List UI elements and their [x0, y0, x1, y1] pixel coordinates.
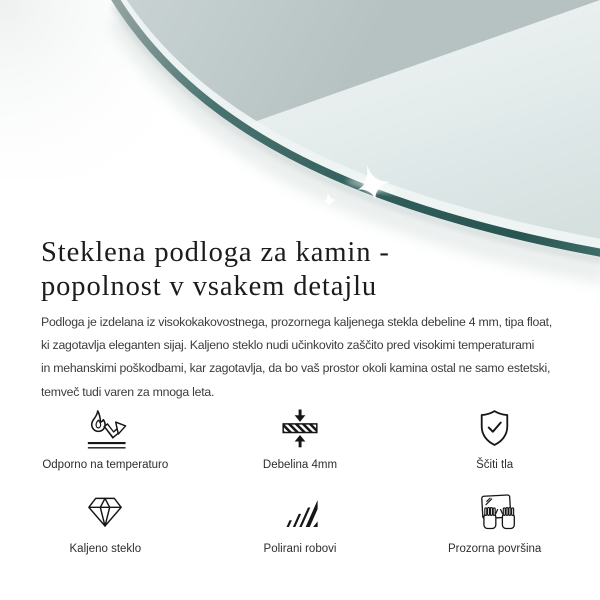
page-title-line-2: popolnost v vsakem detajlu: [41, 271, 378, 302]
feature-label: Kaljeno steklo: [69, 543, 142, 555]
feature-item-heat-resistant: [8, 404, 203, 472]
shield-check-icon: [478, 404, 511, 452]
feature-item-thickness: [203, 404, 398, 472]
heat-resistant-icon: [81, 404, 129, 452]
feature-grid: [8, 404, 592, 556]
feature-item-tempered-glass: [8, 488, 203, 556]
feature-label: Ščiti tla: [476, 459, 514, 471]
intro-paragraph-line: Podloga je izdelana iz visokokakovostnega, prozornega kaljenega stekla debeline 4 mm, tipa float,: [41, 315, 552, 329]
feature-label: Polirani robovi: [263, 543, 337, 555]
feature-item-floor-protection: [397, 404, 592, 472]
intro-paragraph: [41, 311, 552, 404]
diamond-icon: [86, 488, 124, 536]
polished-edges-icon: [281, 488, 319, 536]
thickness-4mm-icon: [277, 404, 323, 452]
page-title-line-1: Steklena podloga za kamin -: [41, 237, 390, 268]
feature-item-polished-edges: [203, 488, 398, 556]
intro-paragraph-line: in mehanskimi poškodbami, kar zagotavlja, da bo vaš prostor okoli kamina ostal ne samo estetski,: [41, 361, 551, 376]
feature-label: Prozorna površina: [448, 543, 542, 555]
hands-holding-glass-icon: [472, 488, 518, 536]
feature-label: Odporno na temperaturo: [42, 459, 169, 471]
feature-label: Debelina 4mm: [262, 459, 338, 471]
intro-paragraph-line: temveč tudi varen za mnoga leta.: [41, 384, 215, 399]
feature-item-transparent-surface: [397, 488, 592, 556]
page-title: [41, 236, 390, 304]
intro-paragraph-line: ki zagotavlja eleganten sijaj. Kaljeno steklo nudi učinkovito zaščito pred visokimi temperaturami: [41, 338, 535, 353]
